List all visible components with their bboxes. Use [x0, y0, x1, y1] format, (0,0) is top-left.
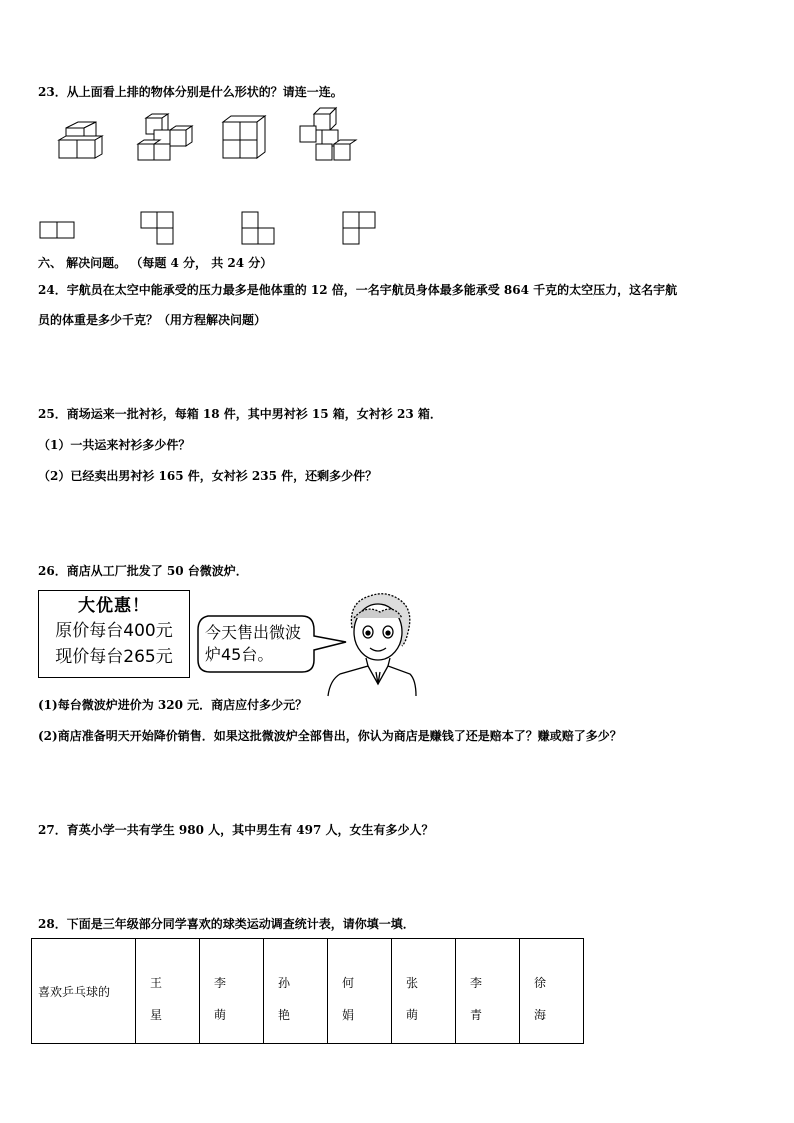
- student-name: 何娟: [342, 976, 355, 1022]
- table-cell: [200, 939, 264, 1044]
- top-view-3: [242, 212, 274, 244]
- student-name: 孙艳: [278, 976, 291, 1022]
- student-name: 张萌: [406, 976, 419, 1022]
- promo-sign: [38, 590, 190, 678]
- q26-stem: 26．商店从工厂批发了 50 台微波炉．: [38, 564, 248, 578]
- table-cell: [392, 939, 456, 1044]
- shop-clerk-figure: [328, 594, 416, 696]
- table-cell: [520, 939, 584, 1044]
- block-figure-1: [59, 122, 102, 158]
- survey-table: [31, 938, 584, 1044]
- top-view-shapes: [0, 208, 794, 248]
- speech-bubble-text: 今天售出微波炉45台。: [205, 623, 302, 664]
- block-figures-3d: [0, 100, 794, 280]
- promo-current-price: 现价每台265元: [55, 647, 173, 667]
- section-6-heading: 六、 解决问题。 （每题 4 分， 共 24 分）: [38, 256, 273, 270]
- table-cell: [328, 939, 392, 1044]
- student-name: 徐海: [534, 976, 547, 1022]
- student-name: 李青: [470, 976, 483, 1022]
- q25-part-1: （1）一共运来衬衫多少件？: [38, 438, 191, 452]
- top-view-4: [343, 212, 375, 244]
- block-figure-3: [223, 116, 265, 158]
- q28-text: 28．下面是三年级部分同学喜欢的球类运动调查统计表，请你填一填．: [38, 917, 415, 931]
- table-header-label: 喜欢乒乓球的: [38, 984, 111, 999]
- block-figure-2: [138, 114, 192, 160]
- promo-original-price: 原价每台400元: [55, 621, 173, 641]
- q26-part-1: (1)每台微波炉进价为 320 元．商店应付多少元？: [38, 698, 308, 712]
- top-view-2: [141, 212, 173, 244]
- table-cell: [264, 939, 328, 1044]
- table-header-cell: [32, 939, 136, 1044]
- q27-text: 27．育英小学一共有学生 980 人，其中男生有 497 人，女生有多少人？: [38, 823, 434, 837]
- q25-part-2: （2）已经卖出男衬衫 165 件，女衬衫 235 件，还剩多少件？: [38, 469, 378, 483]
- student-name: 李萌: [214, 976, 227, 1022]
- promo-title: 大优惠！: [78, 596, 150, 616]
- block-figure-4: [300, 108, 356, 160]
- q24-line-1: 24．宇航员在太空中能承受的压力最多是他体重的 12 倍，一名宇航员身体最多能承受 864 千克的太空压力，这名宇航: [38, 283, 678, 297]
- table-cell: [136, 939, 200, 1044]
- q23-text: 23．从上面看上排的物体分别是什么形状的？请连一连。: [38, 85, 343, 99]
- q26-part-2: (2)商店准备明天开始降价销售．如果这批微波炉全部售出，你认为商店是赚钱了还是赔本了？赚或赔了多少？: [38, 729, 622, 743]
- q25-stem: 25．商场运来一批衬衫，每箱 18 件，其中男衬衫 15 箱，女衬衫 23 箱．: [38, 407, 442, 421]
- top-view-1: [40, 222, 74, 238]
- student-name: 王星: [150, 976, 163, 1022]
- table-row: [32, 939, 584, 1044]
- q24-line-2: 员的体重是多少千克？（用方程解决问题）: [38, 313, 267, 327]
- table-cell: [456, 939, 520, 1044]
